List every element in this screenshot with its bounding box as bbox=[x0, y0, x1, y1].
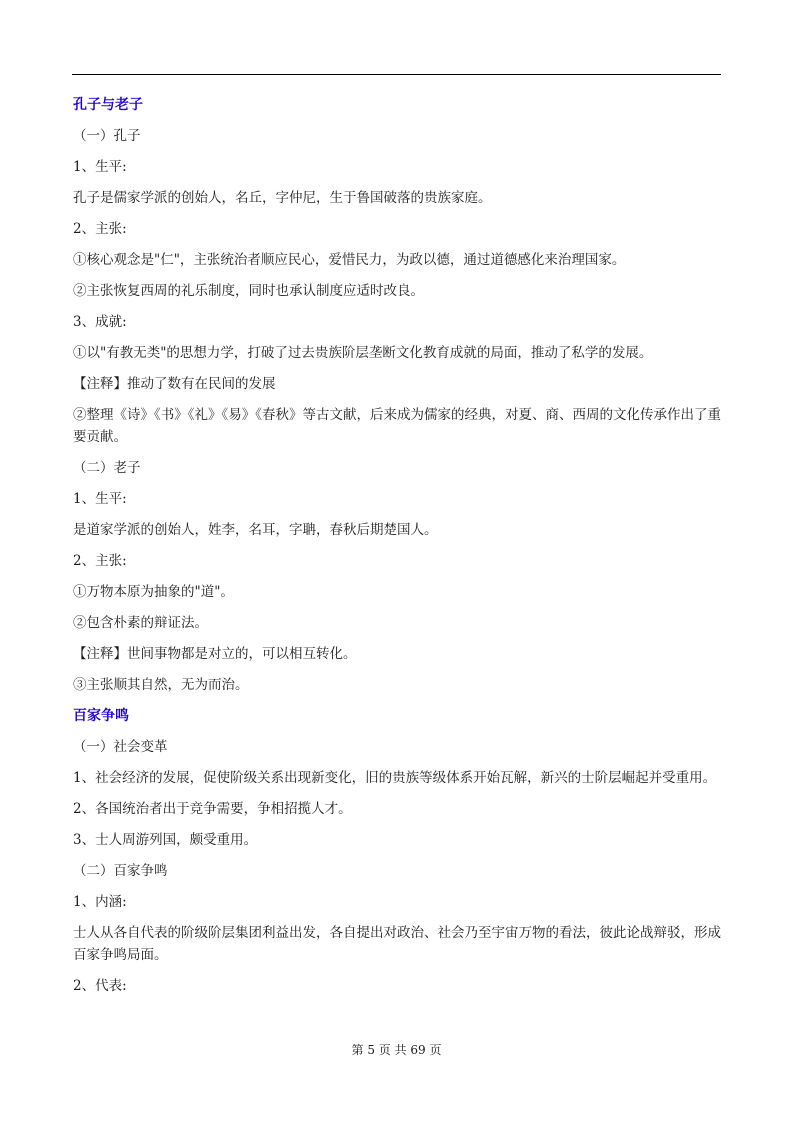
subheading-kongzi: （一）孔子 bbox=[73, 128, 141, 144]
item-label: 1、生平: bbox=[73, 159, 127, 175]
paragraph: 1、社会经济的发展，促使阶级关系出现新变化，旧的贵族等级体系开始瓦解，新兴的士阶层崛起并受重用。 bbox=[73, 770, 717, 786]
section-heading-kongzi-laozi: 孔子与老子 bbox=[73, 97, 143, 113]
paragraph: 士人从各自代表的阶级阶层集团利益出发，各自提出对政治、社会乃至宇宙万物的看法，彼此论战辩驳，形成百家争鸣局面。 bbox=[73, 925, 721, 963]
item-label: 1、内涵: bbox=[73, 894, 127, 910]
item-label: 3、成就: bbox=[73, 314, 127, 330]
annotation-note: 【注释】推动了数有在民间的发展 bbox=[73, 376, 276, 392]
item-label: 2、代表: bbox=[73, 978, 127, 994]
item-label: 1、生平: bbox=[73, 491, 127, 507]
annotation-note: 【注释】世间事物都是对立的，可以相互转化。 bbox=[73, 646, 357, 662]
document-body bbox=[73, 94, 723, 997]
page-number-footer: 第 5 页 共 69 页 bbox=[351, 1043, 442, 1057]
paragraph: 孔子是儒家学派的创始人，名丘，字仲尼，生于鲁国破落的贵族家庭。 bbox=[73, 190, 492, 206]
paragraph: ②主张恢复西周的礼乐制度，同时也承认制度应适时改良。 bbox=[73, 283, 424, 299]
subheading-baijia-zhengming: （二）百家争鸣 bbox=[73, 863, 168, 879]
paragraph: ②包含朴素的辩证法。 bbox=[73, 615, 208, 631]
paragraph: ③主张顺其自然，无为而治。 bbox=[73, 677, 249, 693]
header-rule bbox=[72, 74, 721, 75]
paragraph: ①以"有教无类"的思想力学，打破了过去贵族阶层垄断文化教育成就的局面，推动了私学的发展。 bbox=[73, 345, 653, 361]
section-heading-baijia: 百家争鸣 bbox=[73, 708, 129, 724]
paragraph: ①万物本原为抽象的"道"。 bbox=[73, 584, 234, 600]
paragraph: 3、士人周游列国，颇受重用。 bbox=[73, 832, 258, 848]
paragraph: ①核心观念是"仁"，主张统治者顺应民心，爱惜民力，为政以德，通过道德感化来治理国家。 bbox=[73, 252, 626, 268]
item-label: 2、主张: bbox=[73, 553, 127, 569]
subheading-social-change: （一）社会变革 bbox=[73, 739, 168, 755]
item-label: 2、主张: bbox=[73, 221, 127, 237]
paragraph: 2、各国统治者出于竞争需要，争相招揽人才。 bbox=[73, 801, 352, 817]
subheading-laozi: （二）老子 bbox=[73, 460, 141, 476]
paragraph: ②整理《诗》《书》《礼》《易》《春秋》等古文献，后来成为儒家的经典，对夏、商、西周的文化传承作出了重要贡献。 bbox=[73, 407, 721, 445]
paragraph: 是道家学派的创始人，姓李，名耳，字聃，春秋后期楚国人。 bbox=[73, 522, 438, 538]
